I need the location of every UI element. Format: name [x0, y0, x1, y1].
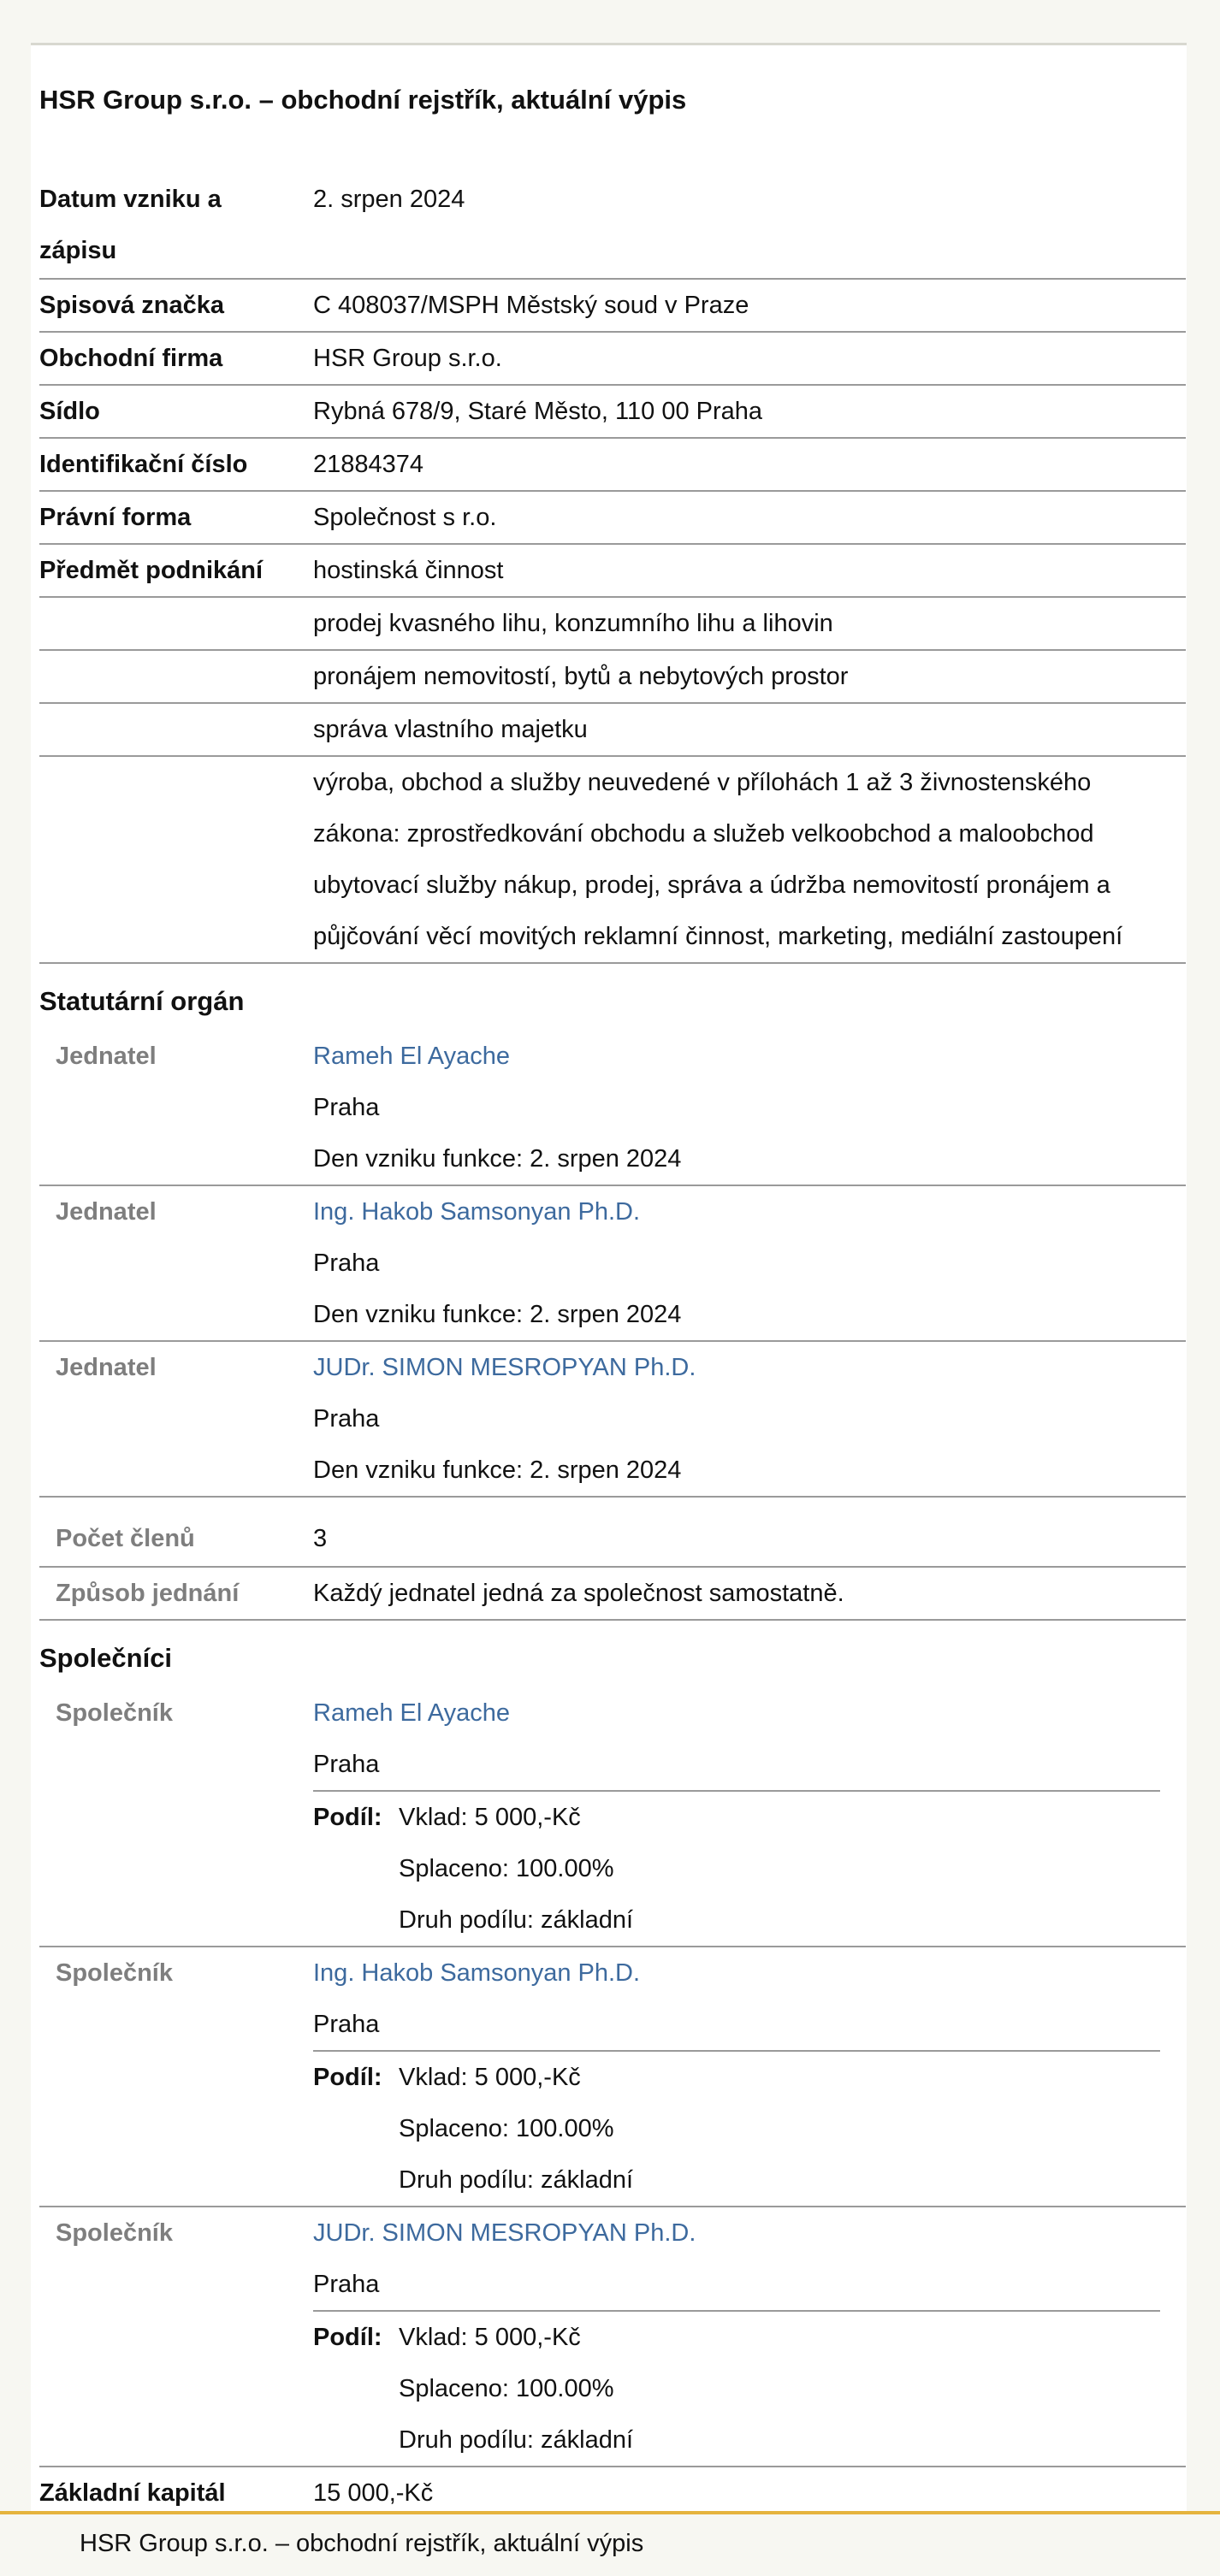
row-divider	[39, 702, 1186, 704]
predmet-item: hostinská činnost	[313, 557, 504, 584]
podil-splaceno: Splaceno: 100.00%	[399, 2375, 614, 2402]
partner-city: Praha	[313, 2011, 380, 2038]
member-role: Jednatel	[56, 1198, 157, 1226]
podil-druh: Druh podílu: základní	[399, 2426, 634, 2454]
value-spisova: C 408037/MSPH Městský soud v Praze	[313, 292, 749, 319]
member-role: Jednatel	[56, 1043, 157, 1070]
podil-splaceno: Splaceno: 100.00%	[399, 1855, 614, 1882]
value-zakladni-kapital: 15 000,-Kč	[313, 2479, 434, 2507]
row-divider	[39, 1619, 1186, 1621]
podil-label: Podíl:	[313, 1804, 382, 1831]
label-sidlo: Sídlo	[39, 398, 100, 425]
member-city: Praha	[313, 1250, 380, 1277]
partner-name-link[interactable]: JUDr. SIMON MESROPYAN Ph.D.	[313, 2219, 696, 2247]
value-ico: 21884374	[313, 451, 424, 478]
label-firma: Obchodní firma	[39, 345, 223, 372]
podil-vklad: Vklad: 5 000,-Kč	[399, 2064, 581, 2091]
partner-name-link[interactable]: Rameh El Ayache	[313, 1699, 510, 1727]
member-since: Den vzniku funkce: 2. srpen 2024	[313, 1456, 682, 1484]
row-divider	[39, 962, 1186, 964]
document-sheet	[31, 43, 1187, 2515]
label-zakladni-kapital: Základní kapitál	[39, 2479, 226, 2507]
member-role: Jednatel	[56, 1354, 157, 1381]
label-spisova: Spisová značka	[39, 292, 224, 319]
section-heading-statutarni: Statutární orgán	[39, 986, 245, 1016]
row-divider	[39, 1496, 1186, 1498]
value-sidlo: Rybná 678/9, Staré Město, 110 00 Praha	[313, 398, 763, 425]
value-datum: 2. srpen 2024	[313, 186, 465, 213]
label-datum-line2: zápisu	[39, 237, 117, 264]
member-name-link[interactable]: JUDr. SIMON MESROPYAN Ph.D.	[313, 1354, 696, 1381]
predmet-item: prodej kvasného lihu, konzumního lihu a lihovin	[313, 610, 833, 637]
label-datum-line1: Datum vzniku a	[39, 186, 222, 213]
predmet-item-long-line: zákona: zprostředkování obchodu a služeb velkoobchod a maloobchod	[313, 820, 1094, 848]
value-forma: Společnost s r.o.	[313, 504, 497, 531]
partner-role: Společník	[56, 1699, 173, 1727]
footer-title: HSR Group s.r.o. – obchodní rejstřík, aktuální výpis	[80, 2530, 644, 2557]
label-zpusob-jednani: Způsob jednání	[56, 1580, 240, 1607]
value-pocet-clenu: 3	[313, 1525, 328, 1552]
label-pocet-clenu: Počet členů	[56, 1525, 195, 1552]
partner-role: Společník	[56, 1959, 173, 1987]
member-since: Den vzniku funkce: 2. srpen 2024	[313, 1301, 682, 1328]
predmet-item: správa vlastního majetku	[313, 716, 588, 743]
page-footer	[0, 2511, 1220, 2576]
label-ico: Identifikační číslo	[39, 451, 248, 478]
podil-druh: Druh podílu: základní	[399, 1906, 634, 1934]
predmet-item-long-line: půjčování věcí movitých reklamní činnost, marketing, mediální zastoupení	[313, 923, 1123, 950]
partner-city: Praha	[313, 1751, 380, 1778]
member-city: Praha	[313, 1405, 380, 1433]
predmet-item-long-line: ubytovací služby nákup, prodej, správa a údržba nemovitostí pronájem a	[313, 871, 1110, 899]
partner-name-link[interactable]: Ing. Hakob Samsonyan Ph.D.	[313, 1959, 641, 1987]
row-divider	[39, 490, 1186, 492]
value-firma: HSR Group s.r.o.	[313, 345, 502, 372]
predmet-item: pronájem nemovitostí, bytů a nebytových prostor	[313, 663, 849, 690]
podil-label: Podíl:	[313, 2064, 382, 2091]
label-predmet: Předmět podnikání	[39, 557, 264, 584]
predmet-item-long-line: výroba, obchod a služby neuvedené v přílohách 1 až 3 živnostenského	[313, 769, 1092, 796]
podil-label: Podíl:	[313, 2324, 382, 2351]
partner-role: Společník	[56, 2219, 173, 2247]
podil-vklad: Vklad: 5 000,-Kč	[399, 2324, 581, 2351]
member-name-link[interactable]: Rameh El Ayache	[313, 1043, 510, 1070]
value-zpusob-jednani: Každý jednatel jedná za společnost samostatně.	[313, 1580, 844, 1607]
label-forma: Právní forma	[39, 504, 192, 531]
podil-vklad: Vklad: 5 000,-Kč	[399, 1804, 581, 1831]
member-name-link[interactable]: Ing. Hakob Samsonyan Ph.D.	[313, 1198, 641, 1226]
section-heading-spolecnici: Společníci	[39, 1643, 173, 1673]
member-city: Praha	[313, 1094, 380, 1121]
member-since: Den vzniku funkce: 2. srpen 2024	[313, 1145, 682, 1173]
partner-city: Praha	[313, 2271, 380, 2298]
podil-druh: Druh podílu: základní	[399, 2166, 634, 2194]
podil-splaceno: Splaceno: 100.00%	[399, 2115, 614, 2142]
page-title: HSR Group s.r.o. – obchodní rejstřík, aktuální výpis	[39, 85, 687, 115]
